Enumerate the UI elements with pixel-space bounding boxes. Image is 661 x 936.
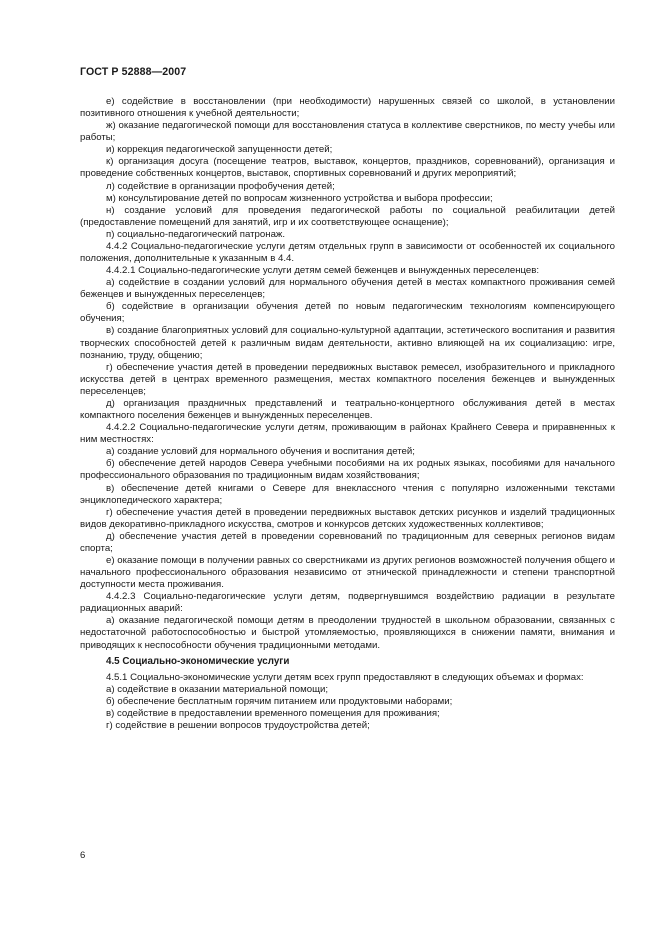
paragraph: ж) оказание педагогической помощи для восстановления статуса в коллективе сверстников, по месту учебы или работы;	[80, 120, 615, 144]
section-4-5-1: 4.5.1 Социально-экономические услуги детям всех групп предоставляют в следующих объемах и формах:	[106, 671, 584, 683]
paragraph: м) консультирование детей по вопросам жизненного устройства и выбора профессии;	[106, 192, 493, 204]
paragraph: а) содействие в создании условий для нормального обучения детей в местах компактного проживания семей беженцев и вынужденных переселенцев;	[80, 277, 615, 301]
paragraph: б) обеспечение детей народов Севера учебными пособиями на их родных языках, пособиями для начального профессионального образования по традиционным видам хозяйствования;	[80, 458, 615, 482]
paragraph: д) организация праздничных представлений и театрально-концертного обслуживания детей в местах компактного поселения беженцев и вынужденных переселенцев.	[80, 397, 615, 422]
section-4-4-2: 4.4.2 Социально-педагогические услуги детям отдельных групп в зависимости от особенностей их социального положения, дополнительные к указанным в 4.4.	[80, 240, 615, 265]
section-4-4-2-1: 4.4.2.1 Социально-педагогические услуги детям семей беженцев и вынужденных переселенцев:	[106, 265, 540, 277]
document-body	[80, 96, 615, 732]
paragraph: б) содействие в организации обучения детей по новым педагогическим технологиям компенсирующего обучения;	[80, 301, 615, 325]
document-header: ГОСТ Р 52888—2007	[80, 66, 187, 78]
paragraph: б) обеспечение бесплатным горячим питанием или продуктовыми наборами;	[106, 695, 453, 707]
paragraph: в) обеспечение детей книгами о Севере для внеклассного чтения с популярно изложенными текстами энциклопедического характера;	[80, 482, 615, 506]
paragraph: г) содействие в решении вопросов трудоустройства детей;	[106, 719, 370, 731]
paragraph: а) оказание педагогической помощи детям в преодолении трудностей в школьном образовании, связанных с недостаточной работоспособностью и быстрой утомляемостью, проявляющихся в снижении памяти, внимания и приводящих к неспособности обучения традиционными методами.	[80, 615, 615, 651]
paragraph: а) создание условий для нормального обучения и воспитания детей;	[106, 446, 415, 458]
paragraph: а) содействие в оказании материальной помощи;	[106, 683, 329, 695]
paragraph: е) содействие в восстановлении (при необходимости) нарушенных связей со школой, в установлении позитивного отношения к учебной деятельности;	[80, 96, 615, 120]
paragraph: г) обеспечение участия детей в проведении передвижных выставок ремесел, изобразительного и прикладного искусства детей в центрах временного размещения, местах компактного поселения беженцев и вынужденных переселенцев;	[80, 361, 615, 397]
paragraph: н) создание условий для проведения педагогической работы по социальной реабилитации детей (предоставление помещений для занятий, игр и их соответствующее оснащение);	[80, 204, 615, 228]
section-4-4-2-2: 4.4.2.2 Социально-педагогические услуги детям, проживающим в районах Крайнего Севера и приравненных к ним местностях:	[80, 422, 615, 446]
paragraph: и) коррекция педагогической запущенности детей;	[106, 144, 333, 156]
paragraph: к) организация досуга (посещение театров, выставок, концертов, праздников, соревнований), организация и проведение собственных концертов, выставок, спортивных соревнований и других мероприятий;	[80, 156, 615, 180]
paragraph: г) обеспечение участия детей в проведении передвижных выставок детских рисунков и изделий традиционных видов декоративно-прикладного искусства, смотров и конкурсов детских художественных коллективов;	[80, 506, 615, 530]
section-heading-4-5: 4.5 Социально-экономические услуги	[106, 655, 290, 667]
paragraph: в) создание благоприятных условий для социально-культурной адаптации, эстетического воспитания и развития творческих способностей детей к различным видам деятельности, активно влияющей на их социализацию: игре, познанию, труду, общению;	[80, 325, 615, 361]
paragraph: д) обеспечение участия детей в проведении соревнований по традиционным для северных регионов видам спорта;	[80, 530, 615, 554]
page-number: 6	[80, 850, 86, 861]
paragraph: в) содействие в предоставлении временного помещения для проживания;	[106, 707, 440, 719]
paragraph: е) оказание помощи в получении равных со сверстниками из других регионов возможностей получения общего и начального профессионального образования независимо от этнической принадлежности и степени транспортной доступности места проживания.	[80, 554, 615, 591]
section-4-4-2-3: 4.4.2.3 Социально-педагогические услуги детям, подвергнувшимся воздействию радиации в результате радиационных аварий:	[80, 591, 615, 615]
paragraph: п) социально-педагогический патронаж.	[106, 228, 286, 240]
paragraph: л) содействие в организации профобучения детей;	[106, 180, 335, 192]
